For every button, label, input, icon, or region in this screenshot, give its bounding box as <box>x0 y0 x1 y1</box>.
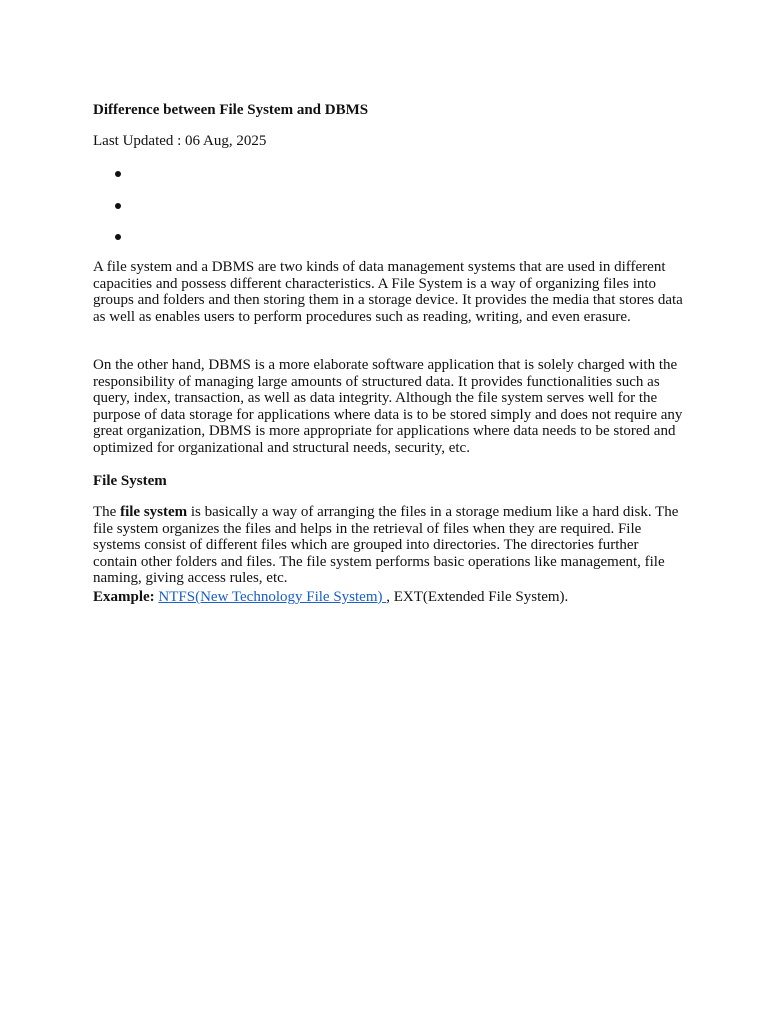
last-updated: Last Updated : 06 Aug, 2025 <box>93 133 267 149</box>
bullet-icon <box>115 203 121 209</box>
example-line <box>93 589 568 606</box>
example-label: Example: <box>93 589 155 605</box>
bullet-icon <box>115 234 121 240</box>
example-suffix: , EXT(Extended File System). <box>386 589 569 605</box>
article-title: Difference between File System and DBMS <box>93 102 369 118</box>
dbms-paragraph: On the other hand, DBMS is a more elaborate software application that is solely charged with the responsibility of managing large amounts of structured data. It provides functionalities such as query, index, transaction, as well as data integrity. Although the file system serves well for the purpose of data storage for applications where data is to be stored simply and does not require any great organization, DBMS is more appropriate for applications where data needs to be stored and optimized for organizational and structural needs, security, etc. <box>93 357 683 456</box>
ntfs-link[interactable]: NTFS(New Technology File System) <box>158 589 387 605</box>
bold-term: file system <box>120 504 188 520</box>
file-system-paragraph: The file system is basically a way of arranging the files in a storage medium like a hard disk. The file system organizes the files and helps in the retrieval of files when they are required. File systems consist of different files which are grouped into directories. The directories further contain other folders and files. The file system performs basic operations like management, file naming, giving access rules, etc. <box>93 504 679 587</box>
section-heading: File System <box>93 473 167 489</box>
intro-paragraph: A file system and a DBMS are two kinds of data management systems that are used in different capacities and possess different characteristics. A File System is a way of organizing files into groups and folders and then storing them in a storage device. It provides the media that stores data as well as enables users to perform procedures such as reading, writing, and even erasure. <box>93 259 683 325</box>
bullet-icon <box>115 171 121 177</box>
